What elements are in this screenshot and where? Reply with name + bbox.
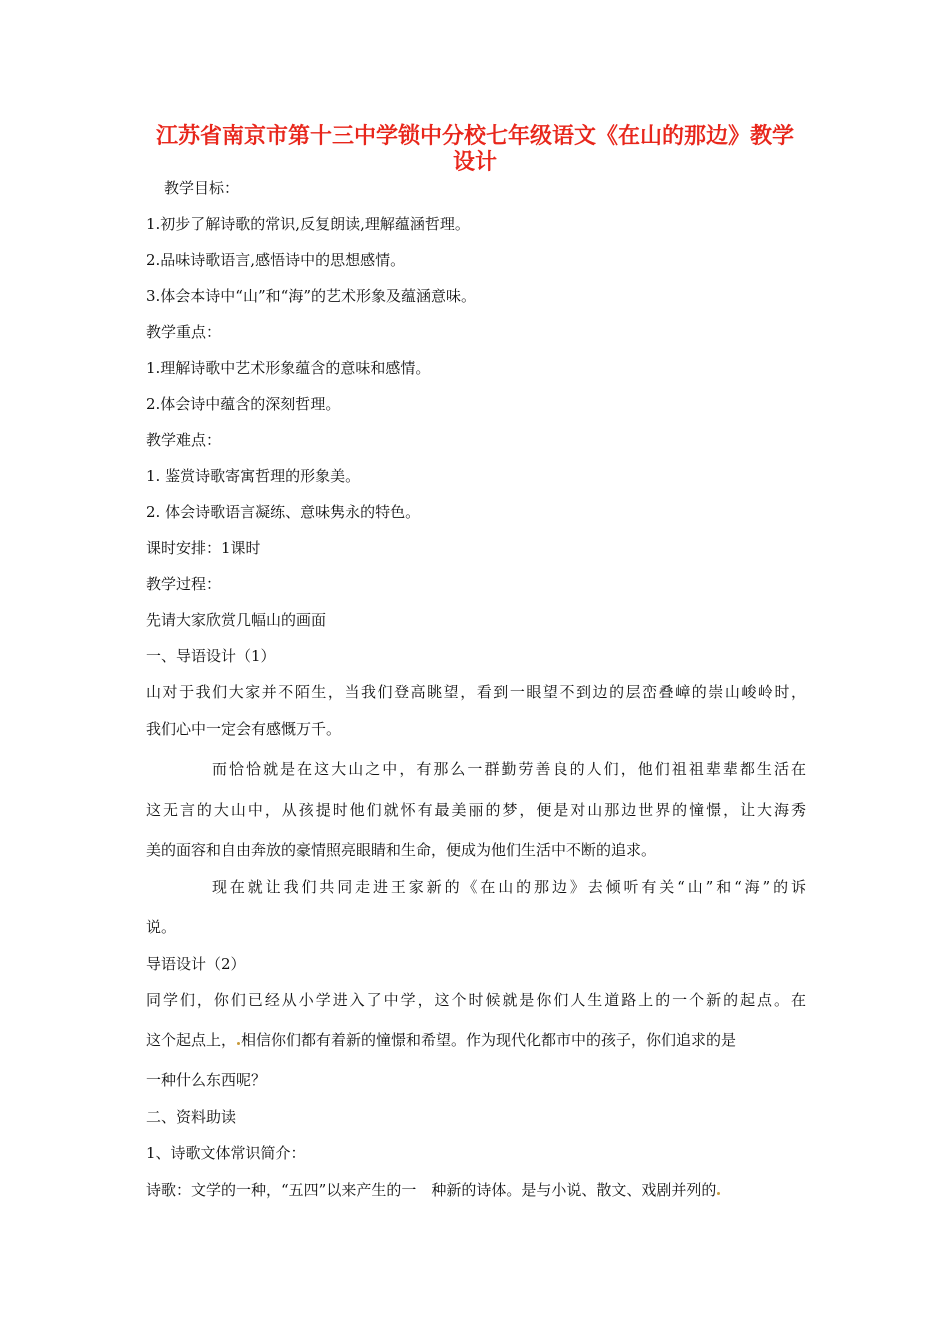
paragraph-4-line-3: 一种什么东西呢？ xyxy=(146,1071,267,1089)
paragraph-5-line-1 xyxy=(146,1180,806,1200)
goals-heading: 教学目标： xyxy=(164,179,240,197)
difficulty-1: 1. 鉴赏诗歌寄寓哲理的形象美。 xyxy=(146,467,361,485)
difficulty-2: 2. 体会诗歌语言凝练、意味隽永的特色。 xyxy=(146,503,421,521)
section-2-heading: 二、资料助读 xyxy=(146,1108,237,1126)
paragraph-1-line-2: 我们心中一定会有感慨万千。 xyxy=(146,720,342,738)
ink-mark xyxy=(237,1042,240,1045)
paragraph-3-line-2: 说。 xyxy=(146,918,177,936)
goal-item-2: 2.品味诗歌语言,感悟诗中的思想感情。 xyxy=(146,251,406,269)
key-point-1: 1.理解诗歌中艺术形象蕴含的意味和感情。 xyxy=(146,359,431,377)
goal-item-3: 3.体会本诗中“山”和“海”的艺术形象及蕴涵意味。 xyxy=(146,287,476,305)
difficulties-heading: 教学难点： xyxy=(146,431,222,449)
document-title-line-1: 江苏省南京市第十三中学锁中分校七年级语文《在山的那边》教学 xyxy=(155,124,794,149)
ink-mark xyxy=(717,1192,720,1195)
paragraph-2-line-3: 美的面容和自由奔放的豪情照亮眼睛和生命，便成为他们生活中不断的追求。 xyxy=(146,841,657,859)
paragraph-4-line-1: 同学们，你们已经从小学进入了中学，这个时候就是你们人生道路上的一个新的起点。在 xyxy=(146,991,806,1009)
goal-item-1: 1.初步了解诗歌的常识,反复朗读,理解蕴涵哲理。 xyxy=(146,215,470,233)
paragraph-4-line-2-part-a: 这个起点上， xyxy=(146,1031,237,1049)
paragraph-4-line-2 xyxy=(146,1030,806,1050)
key-points-heading: 教学重点： xyxy=(146,323,222,341)
paragraph-4-line-2-part-b: 相信你们都有着新的憧憬和希望。作为现代化都市中的孩子，你们追求的是 xyxy=(241,1031,737,1049)
paragraph-5-text: 诗歌：文学的一种，“五四”以来产生的一 种新的诗体。是与小说、散文、戏剧并列的 xyxy=(146,1181,717,1199)
document-title-line-2: 设计 xyxy=(452,150,497,175)
schedule-line: 课时安排：1课时 xyxy=(146,539,261,557)
document-title xyxy=(140,124,810,176)
intro-1-heading: 一、导语设计（1） xyxy=(146,647,276,665)
key-point-2: 2.体会诗中蕴含的深刻哲理。 xyxy=(146,395,341,413)
paragraph-3-line-1: 现在就让我们共同走进王家新的《在山的那边》去倾听有关“山”和“海”的诉 xyxy=(212,878,806,896)
intro-2-heading: 导语设计（2） xyxy=(146,955,246,973)
appreciate-line: 先请大家欣赏几幅山的画面 xyxy=(146,611,327,629)
process-heading: 教学过程： xyxy=(146,575,222,593)
paragraph-1-line-1: 山对于我们大家并不陌生，当我们登高眺望，看到一眼望不到边的层峦叠嶂的崇山峻岭时， xyxy=(146,683,806,701)
paragraph-2-line-1: 而恰恰就是在这大山之中，有那么一群勤劳善良的人们，他们祖祖辈辈都生活在 xyxy=(212,760,806,778)
subsection-1-heading: 1、诗歌文体常识简介： xyxy=(146,1144,306,1162)
paragraph-2-line-2: 这无言的大山中，从孩提时他们就怀有最美丽的梦，便是对山那边世界的憧憬，让大海秀 xyxy=(146,801,806,819)
